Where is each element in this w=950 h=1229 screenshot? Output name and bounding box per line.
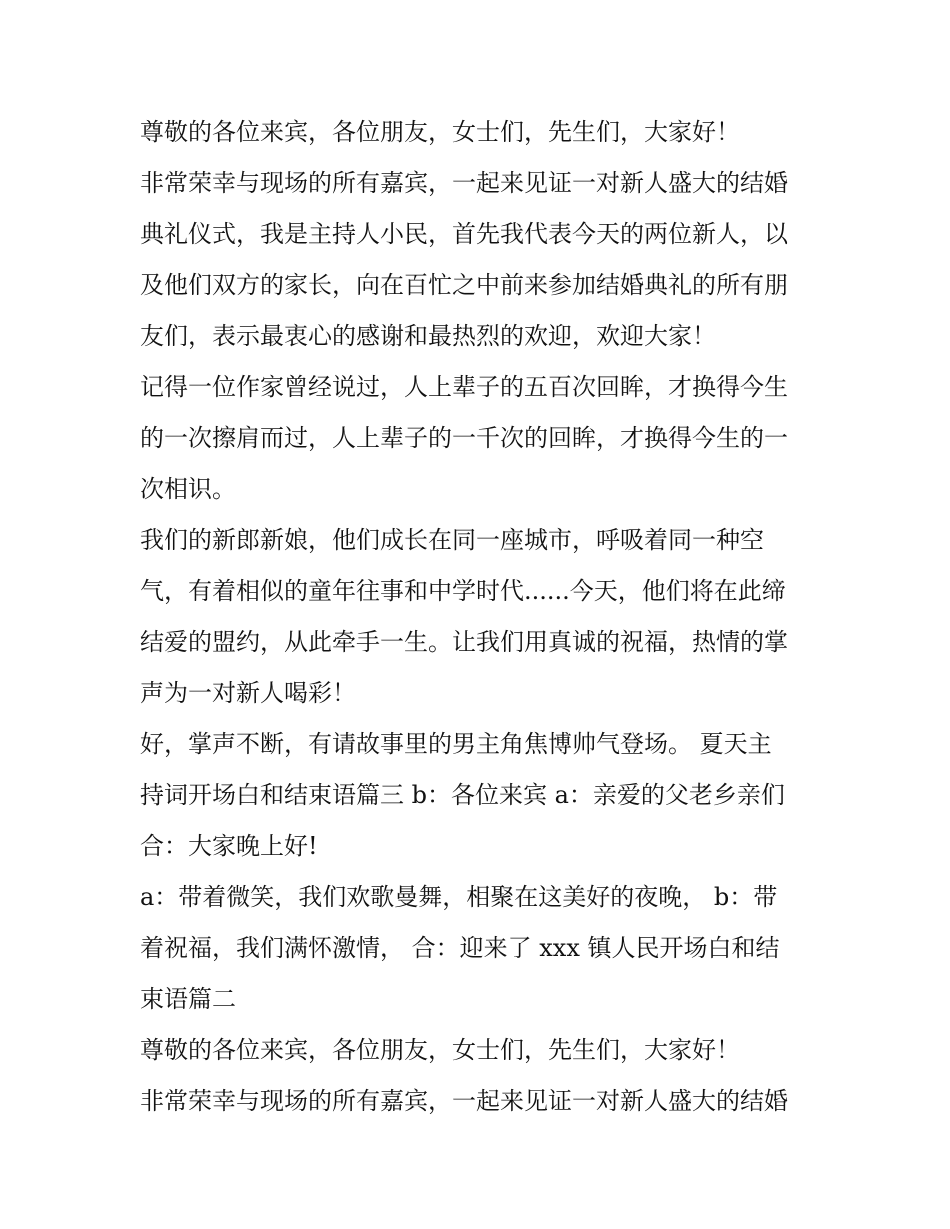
text-line: 及他们双方的家长，向在百忙之中前来参加结婚典礼的所有朋 [140, 271, 788, 299]
text-line: 气，有着相似的童年往事和中学时代......今天，他们将在此缔 [140, 577, 786, 605]
document-body [140, 107, 820, 1127]
text-line: 记得一位作家曾经说过，人上辈子的五百次回眸，才换得今生 [140, 373, 788, 401]
text-line: 着祝福，我们满怀激情， 合：迎来了 xxx 镇人民开场白和结 [140, 934, 780, 962]
text-line: 的一次擦肩而过，人上辈子的一千次的回眸，才换得今生的一 [140, 424, 788, 452]
text-line: 友们，表示最衷心的感谢和最热烈的欢迎，欢迎大家！ [140, 322, 716, 350]
text-line: 典礼仪式，我是主持人小民，首先我代表今天的两位新人，以 [140, 220, 788, 248]
text-line: 束语篇二 [140, 985, 236, 1013]
text-line: 好，掌声不断，有请故事里的男主角焦博帅气登场。 夏天主 [140, 730, 772, 758]
text-line: 持词开场白和结束语篇三 b：各位来宾 a：亲爱的父老乡亲们 [140, 781, 785, 809]
text-line: 结爱的盟约，从此牵手一生。让我们用真诚的祝福，热情的掌 [140, 628, 788, 656]
text-line: 非常荣幸与现场的所有嘉宾，一起来见证一对新人盛大的结婚 [140, 169, 788, 197]
text-line: 尊敬的各位来宾，各位朋友，女士们，先生们，大家好！ [140, 1036, 740, 1064]
text-line: 声为一对新人喝彩！ [140, 679, 356, 707]
text-line: 尊敬的各位来宾，各位朋友，女士们，先生们，大家好！ [140, 118, 740, 146]
text-line: a：带着微笑，我们欢歌曼舞，相聚在这美好的夜晚， b：带 [140, 883, 778, 911]
text-line: 非常荣幸与现场的所有嘉宾，一起来见证一对新人盛大的结婚 [140, 1087, 788, 1115]
text-line: 我们的新郎新娘，他们成长在同一座城市，呼吸着同一种空 [140, 526, 764, 554]
text-line: 次相识。 [140, 475, 236, 503]
text-line: 合：大家晚上好! [140, 832, 318, 860]
